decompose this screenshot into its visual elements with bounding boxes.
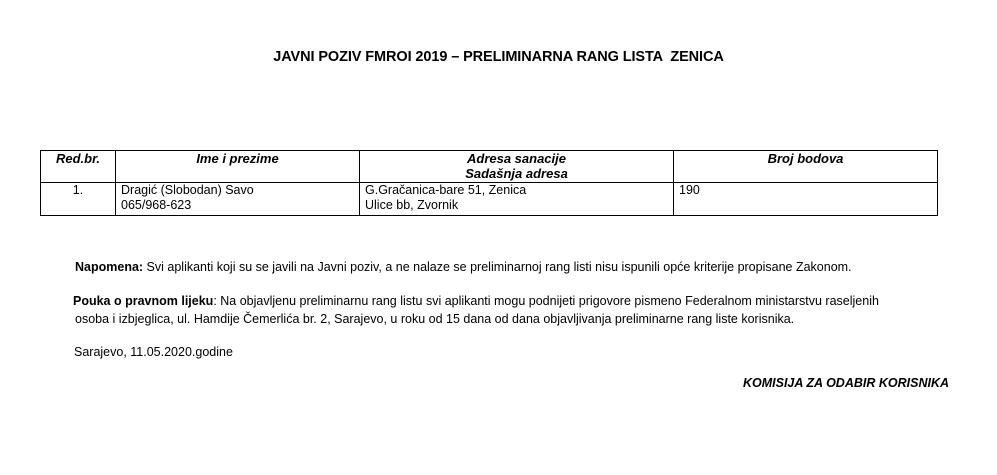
cell-adresa-sanacije: G.Gračanica-bare 51, Zenica [365, 183, 527, 197]
komisija-signature: KOMISIJA ZA ODABIR KORISNIKA [742, 376, 949, 390]
cell-sadasnja-adresa: Ulice bb, Zvornik [365, 198, 459, 212]
cell-adresa [360, 183, 674, 216]
table-row [41, 183, 938, 216]
pouka-paragraph [73, 292, 963, 328]
cell-ime: Dragić (Slobodan) Savo [121, 183, 254, 197]
header-adresa [360, 151, 674, 183]
header-ime-prezime: Ime i prezime [116, 151, 360, 183]
cell-broj-bodova: 190 [674, 183, 938, 216]
pouka-label: Pouka o pravnom lijeku [73, 294, 214, 308]
header-sadasnja-adresa: Sadašnja adresa [465, 166, 568, 181]
rang-lista-table [40, 150, 938, 216]
pouka-text-line2: osoba i izbjeglica, ul. Hamdije Čemerlića br. 2, Sarajevo, u roku od 15 dana od dana objavljivanja preliminarne rang liste korisnika. [75, 312, 795, 326]
document-title: JAVNI POZIV FMROI 2019 – PRELIMINARNA RANG LISTA ZENICA [273, 49, 724, 65]
napomena-paragraph [75, 258, 955, 276]
header-broj-bodova: Broj bodova [674, 151, 938, 183]
napomena-text: Svi aplikanti koji su se javili na Javni poziv, a ne nalaze se preliminarnoj rang listi nisu ispunili opće kriterije propisane Zakonom. [143, 260, 852, 274]
cell-ime-prezime [116, 183, 360, 216]
napomena-label: Napomena: [75, 260, 144, 274]
header-red-br: Red.br. [41, 151, 116, 183]
cell-telefon: 065/968-623 [121, 198, 192, 212]
pouka-text-line1: : Na objavljenu preliminarnu rang listu svi aplikanti mogu podnijeti prigovore pismeno Federalnom ministarstvu raseljenih [213, 294, 879, 308]
table-header-row [41, 151, 938, 183]
cell-red-br: 1. [41, 183, 116, 216]
datum-text: Sarajevo, 11.05.2020.godine [74, 345, 233, 359]
header-adresa-sanacije: Adresa sanacije [466, 151, 566, 166]
